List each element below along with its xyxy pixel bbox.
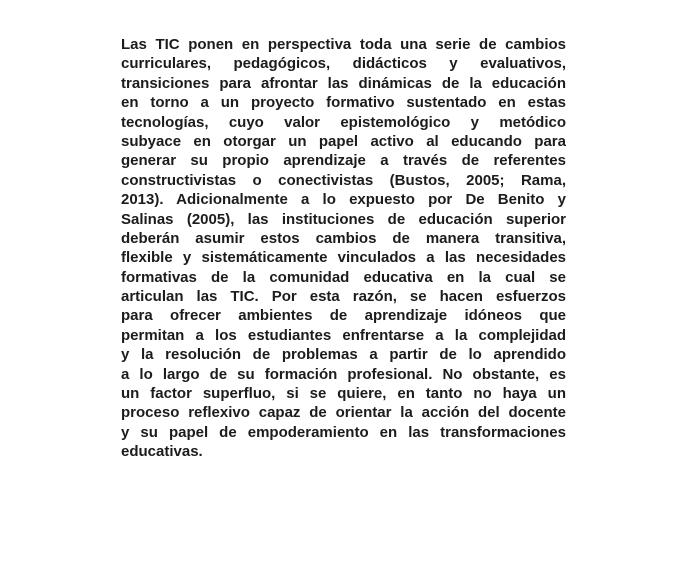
paragraph-line: Salinas (2005), las instituciones de educación superior xyxy=(121,210,566,228)
paragraph-line: deberán asumir estos cambios de manera transitiva, xyxy=(121,229,566,247)
paragraph-line: y la resolución de problemas a partir de lo aprendido xyxy=(121,346,566,364)
body-paragraph xyxy=(121,35,566,462)
paragraph-line: 2013). Adicionalmente a lo expuesto por De Benito y xyxy=(121,191,566,209)
paragraph-line: transiciones para afrontar las dinámicas de la educación xyxy=(121,74,566,92)
paragraph-line: proceso reflexivo capaz de orientar la acción del docente xyxy=(121,404,566,422)
paragraph-line: tecnologías, cuyo valor epistemológico y metódico xyxy=(121,113,566,131)
paragraph-line: en torno a un proyecto formativo sustentado en estas xyxy=(121,94,566,112)
paragraph-line: flexible y sistemáticamente vinculados a las necesidades xyxy=(121,249,566,267)
paragraph-line: subyace en otorgar un papel activo al educando para xyxy=(121,132,566,150)
paragraph-line: curriculares, pedagógicos, didácticos y evaluativos, xyxy=(121,55,566,73)
paragraph-line: a lo largo de su formación profesional. No obstante, es xyxy=(121,365,566,383)
paragraph-line: Las TIC ponen en perspectiva toda una serie de cambios xyxy=(121,36,566,53)
paragraph-line: educativas. xyxy=(121,443,203,461)
paragraph-line: y su papel de empoderamiento en las transformaciones xyxy=(121,423,566,441)
paragraph-line: formativas de la comunidad educativa en la cual se xyxy=(121,268,566,286)
paragraph-line: para ofrecer ambientes de aprendizaje idóneos que xyxy=(121,307,566,325)
paragraph-line: generar su propio aprendizaje a través de referentes xyxy=(121,152,566,170)
paragraph-line: un factor superfluo, si se quiere, en tanto no haya un xyxy=(121,385,566,403)
paragraph-line: permitan a los estudiantes enfrentarse a la complejidad xyxy=(121,326,566,344)
paragraph-line: articulan las TIC. Por esta razón, se hacen esfuerzos xyxy=(121,288,566,306)
paragraph-line: constructivistas o conectivistas (Bustos, 2005; Rama, xyxy=(121,171,566,189)
